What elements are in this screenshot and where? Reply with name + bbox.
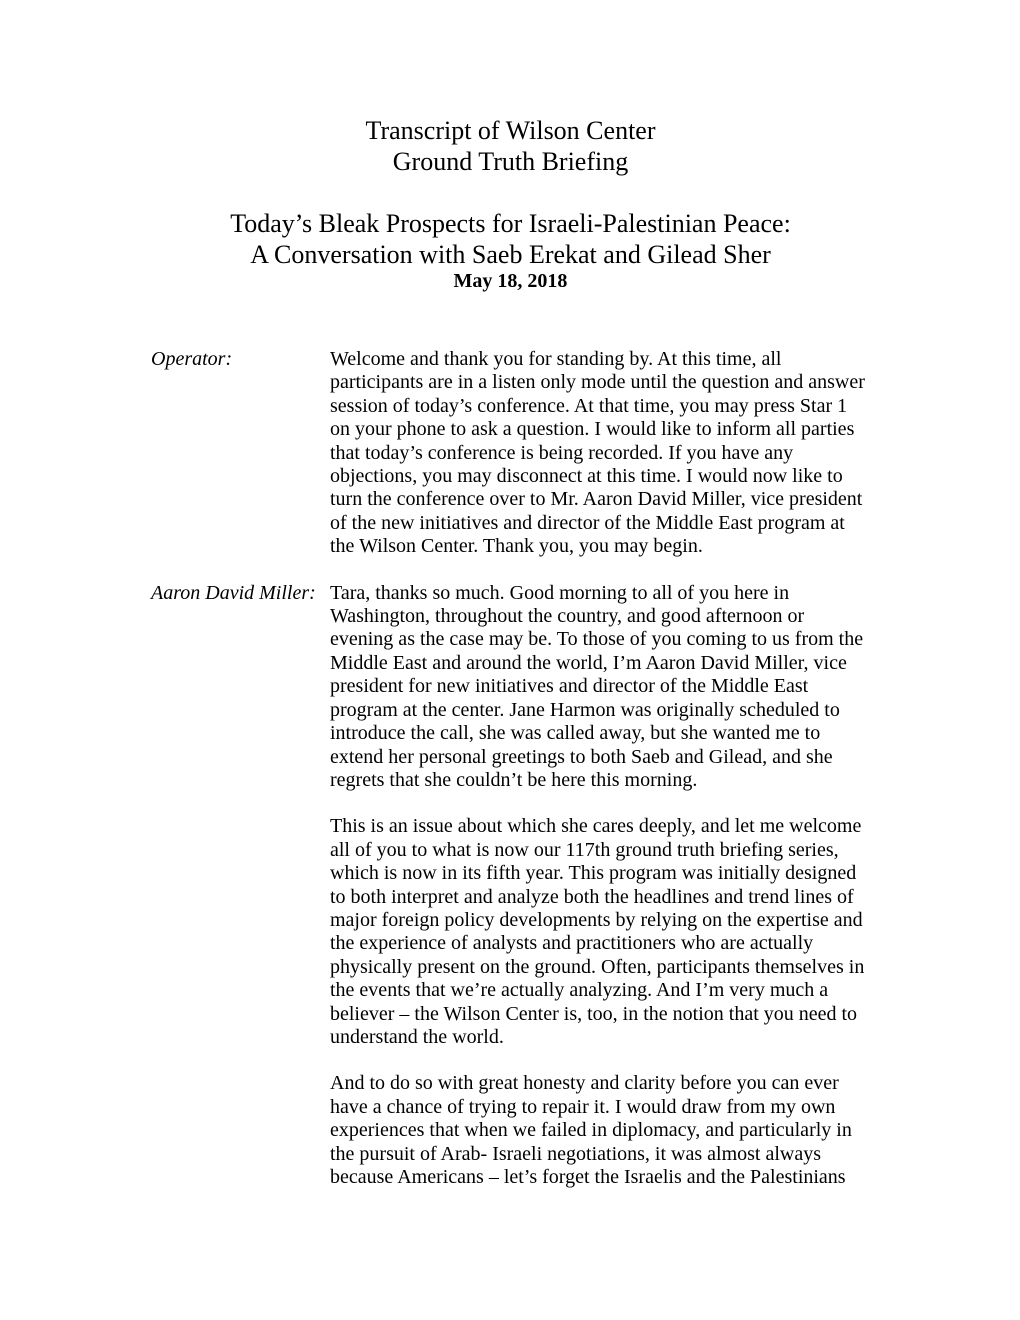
document-header bbox=[151, 115, 870, 293]
speech-paragraph: And to do so with great honesty and clarity before you can ever have a chance of trying to repair it. I would draw from my own experiences that when we failed in diplomacy, and particularly in the pursuit of Arab- Israeli negotiations, it was almost always because Americans – let’s forget the Israelis and the Palestinians bbox=[330, 1072, 852, 1188]
transcript-entry bbox=[151, 582, 870, 1190]
transcript-entry bbox=[151, 348, 870, 559]
speech-paragraph: Welcome and thank you for standing by. At this time, all participants are in a listen only mode until the question and answer session of today’s conference. At that time, you may press Star 1 on your phone to ask a question. I would like to inform all parties that today’s conference is being recorded. If you have any objections, you may disconnect at this time. I would now like to turn the conference over to Mr. Aaron David Miller, vice president of the new initiatives and director of the Middle East program at the Wilson Center. Thank you, you may begin. bbox=[330, 348, 865, 558]
event-title-line-1: Today’s Bleak Prospects for Israeli-Palestinian Peace: bbox=[230, 209, 791, 238]
transcript-body bbox=[151, 348, 870, 1189]
event-title-block bbox=[151, 208, 870, 293]
speech-paragraph: Tara, thanks so much. Good morning to all of you here in Washington, throughout the country, and good afternoon or evening as the case may be. To those of you coming to us from the Middle East and around the world, I’m Aaron David Miller, vice president for new initiatives and director of the Middle East program at the center. Jane Harmon was originally scheduled to introduce the call, she was called away, but she wanted me to extend her personal greetings to both Saeb and Gilead, and she regrets that she couldn’t be here this morning. bbox=[330, 581, 864, 791]
org-title-line-2: Ground Truth Briefing bbox=[392, 147, 629, 176]
speaker-label: Aaron David Miller: bbox=[151, 581, 316, 604]
speaker-remarks bbox=[330, 348, 870, 559]
org-title-line-1: Transcript of Wilson Center bbox=[365, 116, 656, 145]
org-title-block bbox=[151, 115, 870, 177]
speaker-label: Operator: bbox=[151, 348, 233, 370]
event-title-line-2: A Conversation with Saeb Erekat and Gilead Sher bbox=[250, 240, 771, 269]
event-date: May 18, 2018 bbox=[453, 270, 568, 292]
speech-paragraph: This is an issue about which she cares deeply, and let me welcome all of you to what is now our 117th ground truth briefing series, which is now in its fifth year. This program was initially designed to both interpret and analyze both the headlines and trend lines of major foreign policy developments by relying on the expertise and the experience of analysts and practitioners who are actually physically present on the ground. Often, participants themselves in the events that we’re actually analyzing. And I’m very much a believer – the Wilson Center is, too, in the notion that you need to understand the world. bbox=[330, 815, 865, 1048]
speaker-remarks bbox=[330, 582, 870, 1190]
